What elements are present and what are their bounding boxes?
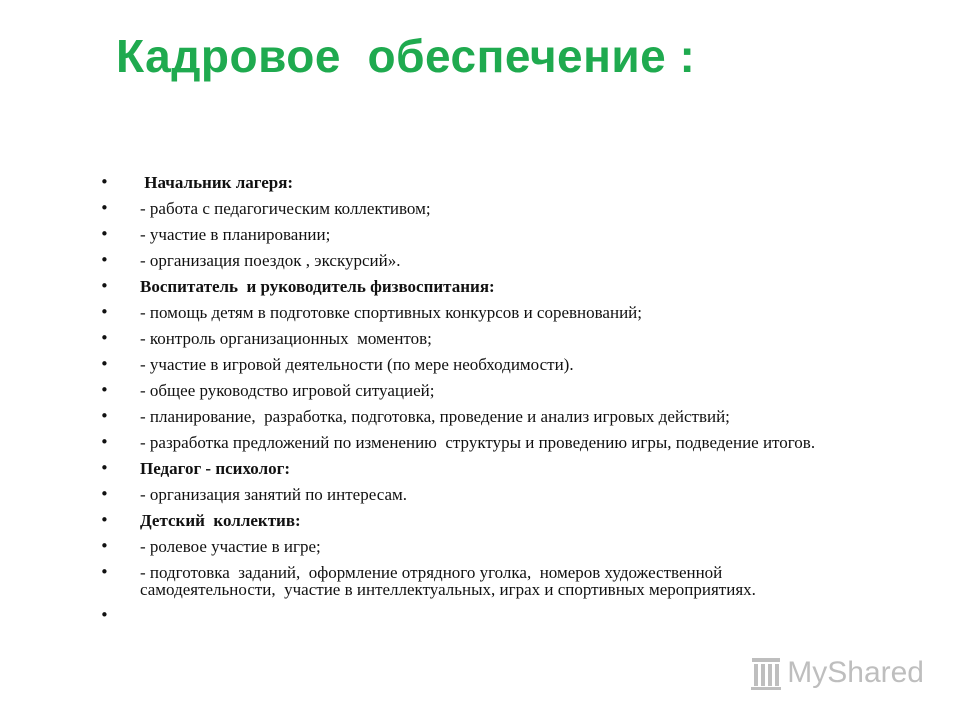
bullet-item xyxy=(100,460,820,477)
bullet-text: - участие в планировании; xyxy=(140,225,331,244)
bullet-text: - контроль организационных моментов; xyxy=(140,329,432,348)
bullet-text: - работа с педагогическим коллективом; xyxy=(140,199,431,218)
bullet-text: Детский коллектив: xyxy=(140,511,301,530)
bullet-dot: • xyxy=(100,459,109,477)
bullet-text: Воспитатель и руководитель физвоспитания: xyxy=(140,277,495,296)
bullet-dot: • xyxy=(100,303,109,321)
bullet-item xyxy=(100,252,820,269)
bullet-dot: • xyxy=(100,563,109,581)
bullet-text: - планирование, разработка, подготовка, проведение и анализ игровых действий; xyxy=(140,407,730,426)
bullet-item xyxy=(100,564,820,598)
bullet-text: - ролевое участие в игре; xyxy=(140,537,321,556)
bullet-dot: • xyxy=(100,407,109,425)
bullet-dot: • xyxy=(100,277,109,295)
bullet-item xyxy=(100,538,820,555)
watermark xyxy=(749,654,924,692)
bullet-item xyxy=(100,304,820,321)
bullet-dot: • xyxy=(100,173,109,191)
bullet-dot: • xyxy=(100,251,109,269)
bullet-dot: • xyxy=(100,355,109,373)
bullet-dot: • xyxy=(100,381,109,399)
bullet-dot: • xyxy=(100,537,109,555)
bullet-item xyxy=(100,174,820,191)
slide-title: Кадровое обеспечение : xyxy=(116,30,696,82)
bullet-text: - общее руководство игровой ситуацией; xyxy=(140,381,435,400)
bullet-text: - подготовка заданий, оформление отрядного уголка, номеров художественной самодеятельности, участие в интеллектуальных, играх и спортивных мероприятиях. xyxy=(140,563,756,599)
bullet-item xyxy=(100,200,820,217)
bullet-item xyxy=(100,330,820,347)
bullet-dot: • xyxy=(100,225,109,243)
bullet-text: Педагог - психолог: xyxy=(140,459,291,478)
bullet-item xyxy=(100,226,820,243)
bullet-dot: • xyxy=(100,606,109,624)
bullet-dot: • xyxy=(100,485,109,503)
bullet-item xyxy=(100,382,820,399)
bullet-list xyxy=(100,174,820,633)
bullet-text: Начальник лагеря: xyxy=(140,173,294,192)
myshared-logo-icon xyxy=(749,654,783,692)
bullet-dot: • xyxy=(100,199,109,217)
bullet-dot: • xyxy=(100,511,109,529)
bullet-text: - помощь детям в подготовке спортивных конкурсов и соревнований; xyxy=(140,303,642,322)
bullet-item xyxy=(100,486,820,503)
bullet-item xyxy=(100,607,820,624)
bullet-text: - участие в игровой деятельности (по мере необходимости). xyxy=(140,355,574,374)
bullet-text: - организация поездок , экскурсий». xyxy=(140,251,401,270)
bullet-text: - разработка предложений по изменению структуры и проведению игры, подведение итогов. xyxy=(140,433,816,452)
bullet-text: - организация занятий по интересам. xyxy=(140,485,407,504)
bullet-dot: • xyxy=(100,329,109,347)
bullet-item xyxy=(100,434,820,451)
bullet-item xyxy=(100,278,820,295)
watermark-text: MyShared xyxy=(787,656,924,689)
bullet-item xyxy=(100,408,820,425)
bullet-item xyxy=(100,512,820,529)
bullet-dot: • xyxy=(100,433,109,451)
bullet-item xyxy=(100,356,820,373)
